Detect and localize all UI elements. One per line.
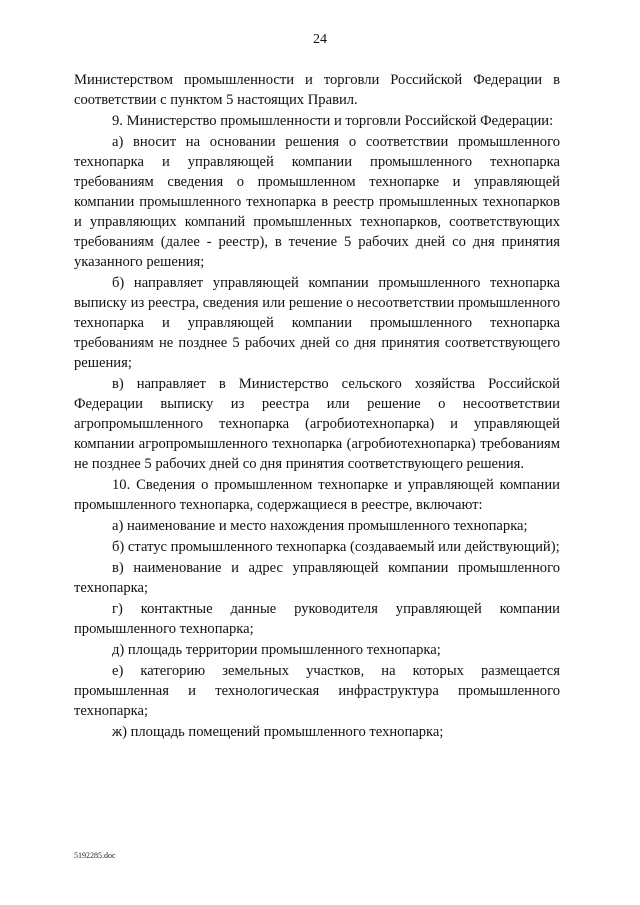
paragraph-item-10-b: б) статус промышленного технопарка (создаваемый или действующий); [112, 539, 560, 555]
paragraph-item-10: 10. Сведения о промышленном технопарке и управляющей компании промышленного технопарка, содержащиеся в реестре, включают: [74, 477, 560, 513]
document-body [74, 70, 560, 743]
paragraph-item-10-d: д) площадь территории промышленного технопарка; [112, 642, 441, 658]
paragraph-item-10-v: в) наименование и адрес управляющей компании промышленного технопарка; [74, 560, 560, 596]
document-footer: 5192285.doc [74, 851, 116, 860]
paragraph-item-9-b: б) направляет управляющей компании промышленного технопарка выписку из реестра, сведения или решение о несоответствии промышленного технопарка и управляющей компании промышленного технопарка требованиям не позднее 5 рабочих дней со дня принятия соответствующего решения; [74, 275, 560, 371]
paragraph-item-10-zh: ж) площадь помещений промышленного технопарка; [112, 724, 444, 740]
paragraph-continuation: Министерством промышленности и торговли Российской Федерации в соответствии с пунктом 5 настоящих Правил. [74, 72, 560, 108]
paragraph-item-10-e: е) категорию земельных участков, на которых размещается промышленная и технологическая инфраструктура промышленного технопарка; [74, 663, 560, 719]
paragraph-item-10-g: г) контактные данные руководителя управляющей компании промышленного технопарка; [74, 601, 560, 637]
paragraph-item-10-a: а) наименование и место нахождения промышленного технопарка; [112, 518, 528, 534]
paragraph-item-9: 9. Министерство промышленности и торговли Российской Федерации: [112, 113, 554, 129]
paragraph-item-9-v: в) направляет в Министерство сельского хозяйства Российской Федерации выписку из реестра или решение о несоответствии агропромышленного технопарка (агробиотехнопарка) и управляющей компании агропромышленного технопарка (агробиотехнопарка) требованиям не позднее 5 рабочих дней со дня принятия соответствующего решения. [74, 376, 560, 472]
paragraph-item-9-a: а) вносит на основании решения о соответствии промышленного технопарка и управляющей компании промышленного технопарка требованиям сведения о промышленном технопарке и управляющей компании промышленного технопарка в реестр промышленных технопарков и управляющих компаний промышленных технопарков, соответствующих требованиям (далее - реестр), в течение 5 рабочих дней со дня принятия указанного решения; [74, 134, 560, 270]
page-number: 24 [313, 32, 327, 47]
